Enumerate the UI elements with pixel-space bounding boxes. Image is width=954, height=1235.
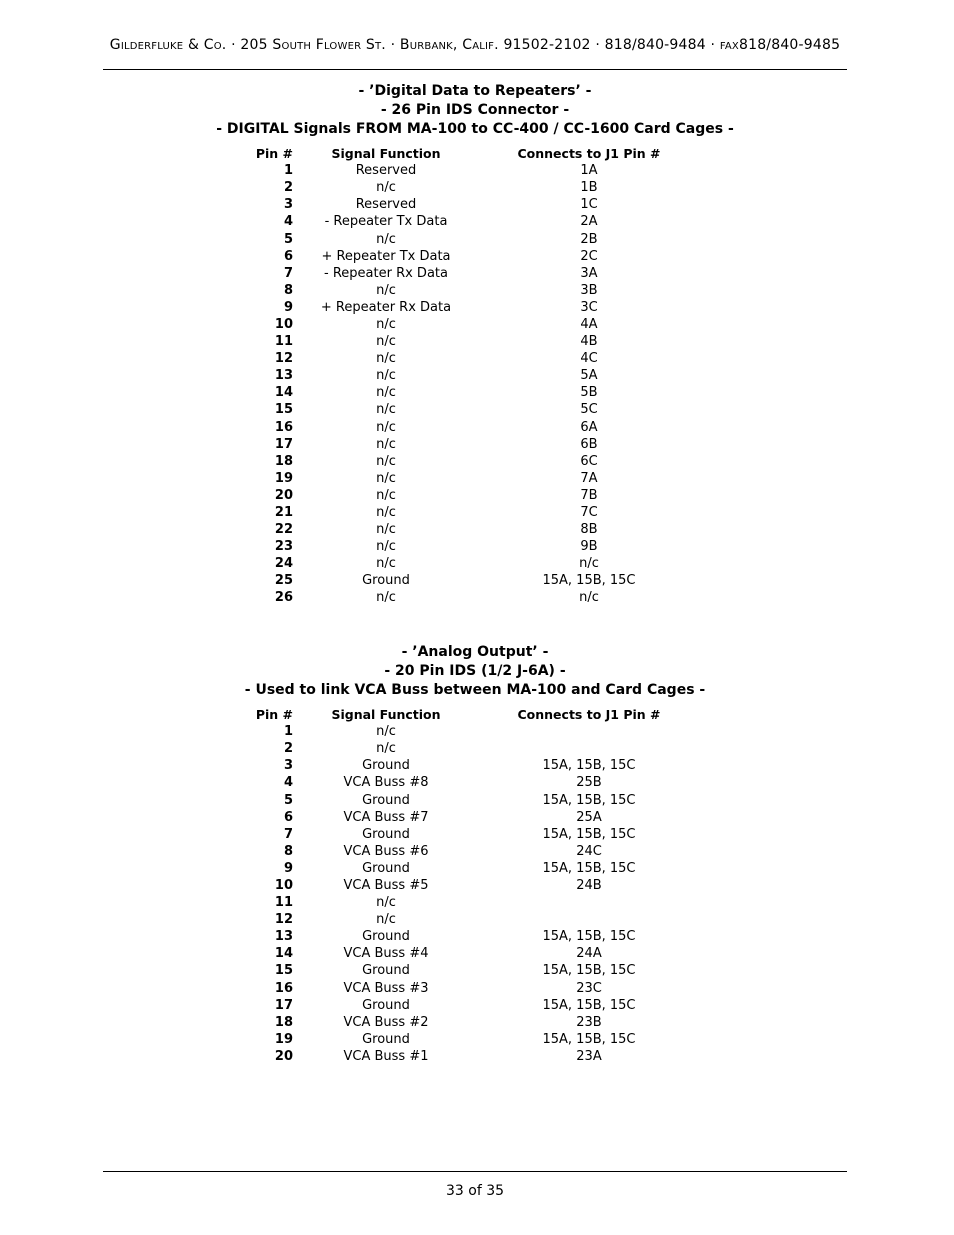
j1-pin-cell: 25B	[576, 775, 602, 791]
digital-section-titles	[103, 82, 847, 139]
table-row	[253, 791, 699, 808]
column-header-pin: Pin #	[255, 707, 293, 723]
table-row	[253, 774, 699, 791]
signal-cell: n/c	[376, 316, 396, 332]
signal-cell: Reserved	[355, 163, 417, 179]
table-row	[253, 962, 699, 979]
signal-cell: Ground	[362, 758, 410, 774]
signal-cell: n/c	[376, 539, 396, 555]
section-subtitle: - 20 Pin IDS (1/2 J-6A) -	[384, 663, 566, 679]
signal-cell: n/c	[376, 895, 396, 911]
table-row	[253, 350, 699, 367]
j1-pin-cell: 3C	[580, 299, 598, 315]
fax-number: 818/840-9485	[738, 37, 841, 53]
digital-pin-table	[253, 145, 699, 607]
pin-cell: 12	[274, 351, 293, 367]
table-row	[253, 826, 699, 843]
j1-pin-cell: 15A, 15B, 15C	[542, 963, 636, 979]
signal-cell: n/c	[376, 436, 396, 452]
column-header-signal: Signal Function	[331, 707, 441, 723]
table-row	[253, 894, 699, 911]
table-row	[253, 196, 699, 213]
table-row	[253, 521, 699, 538]
header-separator: ·	[710, 37, 716, 53]
table-row	[253, 572, 699, 589]
pin-cell: 20	[274, 487, 293, 503]
pin-cell: 17	[274, 997, 293, 1013]
signal-cell: Ground	[362, 963, 410, 979]
table-row	[253, 453, 699, 470]
table-row	[253, 538, 699, 555]
header-divider	[103, 69, 847, 70]
table-row	[253, 504, 699, 521]
pin-cell: 3	[283, 758, 293, 774]
pin-cell: 11	[274, 895, 293, 911]
table-row	[253, 470, 699, 487]
table-row	[253, 860, 699, 877]
table-row	[253, 248, 699, 265]
pin-cell: 20	[274, 1048, 293, 1064]
signal-cell: n/c	[376, 351, 396, 367]
j1-pin-cell: 23C	[576, 980, 602, 996]
table-row	[253, 230, 699, 247]
pin-cell: 10	[274, 316, 293, 332]
pin-cell: 16	[274, 419, 293, 435]
signal-cell: n/c	[376, 505, 396, 521]
pin-cell: 1	[283, 163, 293, 179]
j1-pin-cell: 2A	[580, 214, 598, 230]
column-header-signal: Signal Function	[331, 146, 441, 162]
j1-pin-cell: 25A	[576, 809, 602, 825]
j1-pin-cell: 9B	[580, 539, 598, 555]
signal-cell: VCA Buss #8	[343, 775, 429, 791]
signal-cell: - Repeater Rx Data	[324, 265, 448, 281]
analog-pin-table	[253, 706, 699, 1065]
j1-pin-cell	[479, 894, 699, 911]
j1-pin-cell: 15A, 15B, 15C	[542, 997, 636, 1013]
company-suffix: & Co.	[187, 37, 227, 53]
digital-data-section	[103, 82, 847, 607]
pin-cell: 2	[283, 180, 293, 196]
pin-cell: 4	[283, 775, 293, 791]
pin-cell: 17	[274, 436, 293, 452]
column-header-j1: Connects to J1 Pin #	[517, 707, 661, 723]
column-header-pin: Pin #	[255, 146, 293, 162]
analog-table-body	[253, 723, 699, 1065]
company-name: Gilderfluke	[109, 37, 184, 53]
j1-pin-cell: 3A	[580, 265, 598, 281]
j1-pin-cell	[479, 911, 699, 928]
j1-pin-cell: 1B	[580, 180, 598, 196]
signal-cell: n/c	[376, 180, 396, 196]
j1-pin-cell	[479, 723, 699, 740]
pin-cell: 25	[274, 573, 293, 589]
j1-pin-cell: 15A, 15B, 15C	[542, 860, 636, 876]
table-row	[253, 980, 699, 997]
j1-pin-cell: 6C	[580, 453, 598, 469]
pin-cell: 24	[274, 556, 293, 572]
j1-pin-cell: 6B	[580, 436, 598, 452]
signal-cell: n/c	[376, 912, 396, 928]
header-separator: ·	[390, 37, 396, 53]
signal-cell: n/c	[376, 556, 396, 572]
city-state: Burbank, Calif.	[399, 37, 499, 53]
table-row	[253, 487, 699, 504]
page-number: 33 of 35	[445, 1183, 505, 1199]
j1-pin-cell: 15A, 15B, 15C	[542, 1031, 636, 1047]
pin-cell: 5	[283, 792, 293, 808]
j1-pin-cell: 5C	[580, 402, 598, 418]
pin-cell: 13	[274, 929, 293, 945]
j1-pin-cell: 7B	[580, 487, 598, 503]
signal-cell: Ground	[362, 1031, 410, 1047]
signal-cell: n/c	[376, 522, 396, 538]
signal-cell: n/c	[376, 282, 396, 298]
pin-cell: 26	[274, 590, 293, 606]
page-header	[103, 37, 847, 53]
pin-cell: 23	[274, 539, 293, 555]
table-row	[253, 299, 699, 316]
signal-cell: VCA Buss #1	[343, 1048, 429, 1064]
column-header-j1: Connects to J1 Pin #	[517, 146, 661, 162]
signal-cell: Reserved	[355, 197, 417, 213]
table-row	[253, 162, 699, 179]
signal-cell: n/c	[376, 724, 396, 740]
j1-pin-cell: 23B	[576, 1014, 602, 1030]
pin-cell: 19	[274, 470, 293, 486]
signal-cell: Ground	[362, 929, 410, 945]
j1-pin-cell: 8B	[580, 522, 598, 538]
signal-cell: Ground	[362, 826, 410, 842]
j1-pin-cell: 24C	[576, 843, 602, 859]
j1-pin-cell: 4A	[580, 316, 598, 332]
signal-cell: VCA Buss #6	[343, 843, 429, 859]
pin-cell: 4	[283, 214, 293, 230]
table-row	[253, 928, 699, 945]
signal-cell: Ground	[362, 792, 410, 808]
j1-pin-cell: 5A	[580, 368, 598, 384]
signal-cell: n/c	[376, 419, 396, 435]
header-separator: ·	[231, 37, 236, 53]
pin-cell: 11	[274, 334, 293, 350]
table-row	[253, 911, 699, 928]
signal-cell: n/c	[376, 487, 396, 503]
j1-pin-cell: 4C	[580, 351, 598, 367]
table-row	[253, 843, 699, 860]
table-row	[253, 316, 699, 333]
j1-pin-cell: 23A	[576, 1048, 602, 1064]
j1-pin-cell: 15A, 15B, 15C	[542, 573, 636, 589]
table-row	[253, 367, 699, 384]
pin-cell: 14	[274, 385, 293, 401]
pin-cell: 6	[283, 809, 293, 825]
table-header-row	[253, 145, 699, 162]
table-row	[253, 1031, 699, 1048]
signal-cell: n/c	[376, 402, 396, 418]
pin-cell: 12	[274, 912, 293, 928]
j1-pin-cell: 7A	[580, 470, 598, 486]
signal-cell: + Repeater Rx Data	[320, 299, 452, 315]
table-row	[253, 1048, 699, 1065]
pin-cell: 10	[274, 877, 293, 893]
address-number: 205	[240, 37, 268, 53]
j1-pin-cell: n/c	[579, 590, 599, 606]
j1-pin-cell: 5B	[580, 385, 598, 401]
pin-cell: 15	[274, 402, 293, 418]
signal-cell: VCA Buss #4	[343, 946, 429, 962]
header-separator: ·	[595, 37, 600, 53]
pin-cell: 5	[283, 231, 293, 247]
phone-number: 818/840-9484	[604, 37, 706, 53]
digital-table-body	[253, 162, 699, 606]
table-row	[253, 384, 699, 401]
j1-pin-cell: 15A, 15B, 15C	[542, 826, 636, 842]
signal-cell: + Repeater Tx Data	[321, 248, 451, 264]
fax-label: fax	[719, 37, 739, 53]
signal-cell: n/c	[376, 231, 396, 247]
signal-cell: n/c	[376, 385, 396, 401]
table-row	[253, 333, 699, 350]
signal-cell: n/c	[376, 334, 396, 350]
signal-cell: n/c	[376, 741, 396, 757]
pin-cell: 9	[283, 860, 293, 876]
table-row	[253, 740, 699, 757]
pin-cell: 13	[274, 368, 293, 384]
table-row	[253, 809, 699, 826]
pin-cell: 8	[283, 843, 293, 859]
table-row	[253, 1014, 699, 1031]
pin-cell: 7	[283, 826, 293, 842]
section-subtitle: - 26 Pin IDS Connector -	[380, 102, 570, 118]
table-row	[253, 401, 699, 418]
j1-pin-cell: 4B	[580, 334, 598, 350]
j1-pin-cell: 6A	[580, 419, 598, 435]
pin-cell: 8	[283, 282, 293, 298]
signal-cell: - Repeater Tx Data	[324, 214, 448, 230]
signal-cell: VCA Buss #7	[343, 809, 429, 825]
j1-pin-cell: 24B	[576, 877, 602, 893]
section-title: - ’Analog Output’ -	[401, 644, 549, 660]
table-row	[253, 555, 699, 572]
table-row	[253, 945, 699, 962]
pin-cell: 19	[274, 1031, 293, 1047]
table-row	[253, 282, 699, 299]
signal-cell: Ground	[362, 860, 410, 876]
signal-cell: n/c	[376, 368, 396, 384]
j1-pin-cell: 15A, 15B, 15C	[542, 792, 636, 808]
j1-pin-cell: 24A	[576, 946, 602, 962]
signal-cell: Ground	[362, 573, 410, 589]
table-row	[253, 179, 699, 196]
pin-cell: 18	[274, 453, 293, 469]
j1-pin-cell: 7C	[580, 505, 598, 521]
j1-pin-cell: 1C	[580, 197, 598, 213]
j1-pin-cell: n/c	[579, 556, 599, 572]
section-description: - Used to link VCA Buss between MA-100 and Card Cages -	[244, 682, 706, 698]
signal-cell: n/c	[376, 453, 396, 469]
street-name: South Flower St.	[272, 37, 386, 53]
pin-cell: 6	[283, 248, 293, 264]
table-row	[253, 265, 699, 282]
footer-divider	[103, 1171, 847, 1172]
zip-code: 91502-2102	[503, 37, 591, 53]
table-header-row	[253, 706, 699, 723]
pin-cell: 14	[274, 946, 293, 962]
j1-pin-cell	[479, 740, 699, 757]
j1-pin-cell: 15A, 15B, 15C	[542, 758, 636, 774]
j1-pin-cell: 2C	[580, 248, 598, 264]
pin-cell: 2	[283, 741, 293, 757]
table-row	[253, 723, 699, 740]
pin-cell: 18	[274, 1014, 293, 1030]
table-row	[253, 757, 699, 774]
table-row	[253, 589, 699, 606]
pin-cell: 15	[274, 963, 293, 979]
pin-cell: 3	[283, 197, 293, 213]
pin-cell: 7	[283, 265, 293, 281]
analog-output-section	[103, 643, 847, 1065]
j1-pin-cell: 3B	[580, 282, 598, 298]
section-title: - ’Digital Data to Repeaters’ -	[358, 83, 592, 99]
j1-pin-cell: 2B	[580, 231, 598, 247]
pin-cell: 22	[274, 522, 293, 538]
table-row	[253, 877, 699, 894]
signal-cell: n/c	[376, 590, 396, 606]
pin-cell: 9	[283, 299, 293, 315]
table-row	[253, 419, 699, 436]
j1-pin-cell: 15A, 15B, 15C	[542, 929, 636, 945]
signal-cell: n/c	[376, 470, 396, 486]
signal-cell: VCA Buss #5	[343, 877, 429, 893]
section-description: - DIGITAL Signals FROM MA-100 to CC-400 / CC-1600 Card Cages -	[216, 121, 734, 137]
signal-cell: VCA Buss #3	[343, 980, 429, 996]
signal-cell: Ground	[362, 997, 410, 1013]
analog-section-titles	[103, 643, 847, 700]
table-row	[253, 213, 699, 230]
table-row	[253, 997, 699, 1014]
pin-cell: 16	[274, 980, 293, 996]
pin-cell: 21	[274, 505, 293, 521]
pin-cell: 1	[283, 724, 293, 740]
j1-pin-cell: 1A	[580, 163, 598, 179]
table-row	[253, 436, 699, 453]
signal-cell: VCA Buss #2	[343, 1014, 429, 1030]
